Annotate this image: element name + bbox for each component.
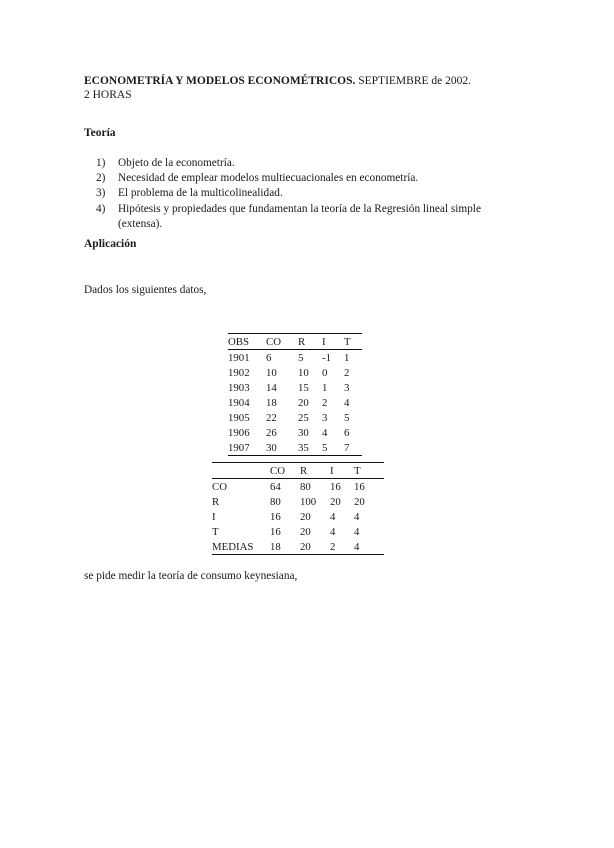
table-header-row [228, 334, 362, 350]
exam-duration: 2 HORAS [84, 89, 132, 101]
table-row [212, 479, 384, 495]
table-cell: 16 [330, 480, 341, 493]
theory-item-text: Objeto de la econometría. [118, 157, 235, 169]
table-cell: 1903 [228, 381, 250, 394]
theory-item-text: Hipótesis y propiedades que fundamentan la teoría de la Regresión lineal simple (extensa). [118, 202, 481, 230]
table-cell: 20 [298, 396, 309, 409]
table-cell: 3 [344, 381, 350, 394]
column-header: R [298, 334, 322, 350]
table-row [212, 539, 384, 555]
row-label: I [212, 510, 216, 523]
row-label: T [212, 525, 219, 538]
table-cell: 16 [270, 510, 281, 523]
table-cell: 20 [300, 510, 311, 523]
theory-item-number: 1) [96, 157, 106, 169]
theory-item-text: Necesidad de emplear modelos multiecuacionales en econometría. [118, 172, 419, 185]
theory-item-number: 4) [96, 202, 106, 215]
table-cell: 15 [298, 381, 309, 394]
theory-item [96, 202, 516, 232]
cross-products-table [212, 462, 384, 555]
table-cell: 30 [266, 441, 277, 454]
table-cell: 4 [330, 525, 336, 538]
observations-table [228, 333, 362, 456]
table-cell: 5 [298, 351, 304, 364]
table-cell: 20 [300, 525, 311, 538]
table-cell: 80 [270, 495, 281, 508]
table-cell: 4 [322, 426, 328, 439]
row-label: CO [212, 480, 227, 493]
table-cell: 10 [266, 366, 277, 379]
table-cell: -1 [322, 351, 331, 364]
column-header [212, 463, 270, 479]
theory-heading: Teoría [84, 127, 116, 139]
column-header: OBS [228, 334, 266, 350]
application-intro: Dados los siguientes datos, [84, 284, 207, 296]
table-cell: 7 [344, 441, 350, 454]
table-cell: 1901 [228, 351, 250, 364]
theory-item-number: 3) [96, 187, 106, 200]
theory-item-text: El problema de la multicolinealidad. [118, 187, 283, 200]
theory-item-number: 2) [96, 172, 106, 185]
table-cell: 4 [354, 510, 360, 523]
theory-item [96, 171, 516, 186]
column-header: R [300, 463, 330, 479]
table-cell: 2 [322, 396, 328, 409]
column-header: CO [270, 463, 300, 479]
column-header: I [322, 334, 344, 350]
table-row [212, 524, 384, 539]
exam-title-bold: ECONOMETRÍA Y MODELOS ECONOMÉTRICOS. [84, 75, 356, 87]
table-row [228, 350, 362, 366]
table-cell: 18 [266, 396, 277, 409]
table-cell: 2 [330, 540, 336, 553]
table-cell: 1904 [228, 396, 250, 409]
table-cell: 16 [270, 525, 281, 538]
row-label: R [212, 495, 220, 508]
theory-list [96, 156, 516, 232]
column-header: I [330, 463, 354, 479]
table-cell: 1906 [228, 426, 250, 439]
table-cell: 30 [298, 426, 309, 439]
table-cell: 64 [270, 480, 281, 493]
table-cell: 6 [266, 351, 272, 364]
table-cell: 5 [322, 441, 328, 454]
exam-title [84, 74, 471, 88]
table-cell: 3 [322, 411, 328, 424]
table-cell: 20 [354, 495, 365, 508]
table-cell: 4 [354, 525, 360, 538]
table-cell: 1 [344, 351, 350, 364]
application-closing: se pide medir la teoría de consumo keynesiana, [84, 570, 298, 582]
table-row [228, 395, 362, 410]
theory-item [96, 156, 516, 171]
table-cell: 100 [300, 495, 317, 508]
table-cell: 80 [300, 480, 311, 493]
table-cell: 20 [300, 540, 311, 553]
table-row [228, 410, 362, 425]
table-cell: 4 [354, 540, 360, 553]
table-cell: 25 [298, 411, 309, 424]
table-cell: 5 [344, 411, 350, 424]
table-row [228, 380, 362, 395]
table-row [212, 509, 384, 524]
column-header: T [344, 334, 362, 350]
table-cell: 2 [344, 366, 350, 379]
table-row [212, 494, 384, 509]
table-cell: 6 [344, 426, 350, 439]
table-cell: 10 [298, 366, 309, 379]
table-cell: 18 [270, 540, 281, 553]
application-heading: Aplicación [84, 238, 137, 250]
table-cell: 1905 [228, 411, 250, 424]
table-cell: 22 [266, 411, 277, 424]
table-cell: 16 [354, 480, 365, 493]
table-cell: 1902 [228, 366, 250, 379]
exam-title-date: SEPTIEMBRE de 2002. [355, 75, 471, 87]
table-cell: 1 [322, 381, 328, 394]
table-row [228, 425, 362, 440]
table-cell: 4 [330, 510, 336, 523]
table-cell: 4 [344, 396, 350, 409]
table-cell: 20 [330, 495, 341, 508]
table-row [228, 365, 362, 380]
table-cell: 14 [266, 381, 277, 394]
table-cell: 26 [266, 426, 277, 439]
table-header-row [212, 463, 384, 479]
table-cell: 1907 [228, 441, 250, 454]
column-header: T [354, 463, 384, 479]
theory-item [96, 186, 516, 201]
table-cell: 0 [322, 366, 328, 379]
row-label: MEDIAS [212, 540, 254, 553]
table-cell: 35 [298, 441, 309, 454]
column-header: CO [266, 334, 298, 350]
table-row [228, 440, 362, 456]
